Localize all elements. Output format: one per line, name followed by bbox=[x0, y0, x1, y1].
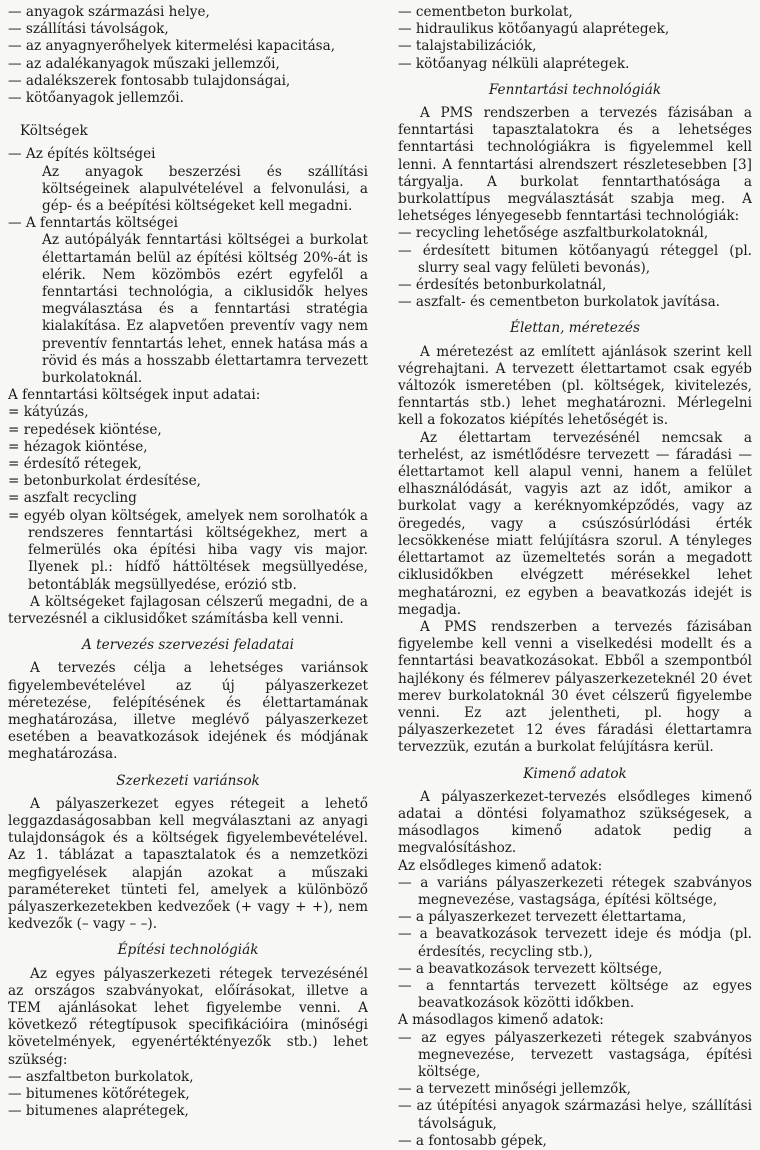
list-item: — adalékszerek fontosabb tulajdonságai, bbox=[8, 72, 291, 89]
list-item: — cementbeton burkolat, bbox=[398, 4, 573, 20]
org-text: A tervezés célja a lehetséges variánsok figyelembevételével az új pályaszerkezet méretezése, felépítésének és élettartamának meghatározása, illetve meglévő pályaszerkezet esetében a beavatkozások idejének és módjának meghatározása. bbox=[8, 660, 368, 763]
list-item: = betonburkolat érdesítése, bbox=[8, 473, 201, 490]
list-item: — aszfaltbeton burkolatok, bbox=[8, 1068, 194, 1085]
list-item: — a beavatkozások tervezett költsége, bbox=[398, 960, 663, 977]
intro-list bbox=[8, 4, 368, 107]
left-column bbox=[8, 4, 368, 1120]
build-cost-text: Az anyagok beszerzési és szállítási költségeinek alapulvételével a felvonulási, a gép- és a beépítési költségeket kell megadni. bbox=[42, 163, 368, 215]
list-item: — bitumenes alaprétegek, bbox=[8, 1103, 189, 1120]
output-heading: Kimenő adatok bbox=[523, 765, 627, 782]
list-item: — kötőanyagok jellemzői. bbox=[8, 90, 184, 107]
secondary-intro: A másodlagos kimenő adatok: bbox=[398, 1012, 604, 1029]
maint-tech-text: A PMS rendszerben a tervezés fázisában a fenntartási tapasztalatokra és a lehetséges fenntartási technológiákra is figyelemmel kell lenni. A fenntartási alrendszert részletesebben [3] tárgyalja. A burkolat fenntarthatósága a burkolattípus megválasztását szabja meg. A lehetséges lényegesebb fenntartási technológiák: bbox=[398, 105, 752, 225]
build-cost-title: — Az építés költségei bbox=[8, 146, 156, 163]
top-list bbox=[398, 4, 752, 73]
life-text-1: A méretezést az említett ajánlások szerint kell végrehajtani. A tervezett élettartamot csak egyéb változók ismeretében (pl. költségek, kivitelezés, fenntartás stb.) lehet meghatározni. Mérlegelni kell a fokozatos kiépítés lehetőségét is. bbox=[398, 343, 752, 429]
list-item: — anyagok származási helye, bbox=[8, 4, 210, 20]
variants-heading: Szerkezeti variánsok bbox=[116, 772, 260, 789]
construction-heading: Építési technológiák bbox=[117, 942, 259, 959]
life-text-2: Az élettartam tervezésénél nemcsak a terhelést, az ismétlődésre tervezett — fáradási — élettartamot kell alapul venni, hanem a felület elhasználódását, vagyis azt az időt, amikor a burkolat vagy a keréknyomképződés, vagy az öregedés, vagy a csúszósúrlódási érték lecsökkenése miatt felújításra szorul. A tényleges élettartamot az üzemeltetés során a megadott ciklusidőkben elvégzett mérésekkel lehet meghatározni, ez egyben a beavatkozás idejét is megadja. bbox=[398, 429, 752, 618]
list-item: = aszfalt recycling bbox=[8, 490, 137, 507]
list-item: — a variáns pályaszerkezeti rétegek szabványos megnevezése, vastagsága, építési költsége, bbox=[398, 874, 752, 908]
life-heading: Élettan, méretezés bbox=[510, 320, 640, 337]
list-item: — talajstabilizációk, bbox=[398, 38, 537, 55]
list-item: — a tervezett minőségi jellemzők, bbox=[398, 1081, 631, 1098]
maint-cost-text: Az autópályák fenntartási költségei a burkolat élettartamán belül az építési költség 20%-át is elérik. Nem közömbös ezért egyfelől a fenntartási technológia, a ciklusidők helyes megválasztása és a fenntartási stratégia kialakítása. Ez alapvetően preventív vagy nem preventív fenntartás lehet, ennek hatása más a rövid és más a hosszabb élettartamra tervezett burkolatoknál. bbox=[42, 232, 368, 387]
costs-closing: A költségeket fajlagosan célszerű megadni, de a tervezésnél a ciklusidőket számításba kell venni. bbox=[8, 593, 368, 627]
right-column bbox=[398, 4, 752, 1150]
construction-text: Az egyes pályaszerkezeti rétegek tervezésénél az országos szabványokat, előírásokat, illetve a TEM ajánlásokat lehet figyelembe venni. A következő rétegtípusok specifikációira (minőségi követelmények, egyenértéktényezők stb.) lehet szükség: bbox=[8, 965, 368, 1068]
list-item: — az adalékanyagok műszaki jellemzői, bbox=[8, 55, 280, 72]
list-item: — aszfalt- és cementbeton burkolatok javítása. bbox=[398, 294, 720, 311]
maint-tech-heading: Fenntartási technológiák bbox=[488, 81, 662, 98]
list-item: — kötőanyag nélküli alaprétegek. bbox=[398, 55, 630, 72]
list-item: — a beavatkozások tervezett ideje és módja (pl. érdesítés, recycling stb.), bbox=[398, 926, 752, 960]
construction-list bbox=[8, 1069, 368, 1121]
list-item: — a pályaszerkezet tervezett élettartama, bbox=[398, 909, 687, 926]
org-heading: A tervezés szervezési feladatai bbox=[82, 637, 294, 654]
list-item: — érdesítés betonburkolatnál, bbox=[398, 277, 607, 294]
primary-list bbox=[398, 875, 752, 1013]
list-item: — érdesített bitumen kötőanyagú réteggel (pl. slurry seal vagy felületi bevonás), bbox=[398, 242, 752, 276]
maint-cost-title: — A fenntartás költségei bbox=[8, 215, 178, 232]
list-item: — az anyagnyerőhelyek kitermelési kapacitása, bbox=[8, 38, 336, 55]
secondary-list bbox=[398, 1030, 752, 1150]
list-item: = kátyúzás, bbox=[8, 404, 89, 421]
list-item: = repedések kiöntése, bbox=[8, 421, 162, 438]
costs-heading: Költségek bbox=[20, 123, 88, 140]
list-item: — az egyes pályaszerkezeti rétegek szabványos megnevezése, tervezett vastagsága, építési költsége, bbox=[398, 1029, 752, 1080]
list-item: — az útépítési anyagok származási helye, szállítási távolságuk, bbox=[398, 1098, 752, 1132]
list-item: = hézagok kiöntése, bbox=[8, 438, 148, 455]
list-item: — hidraulikus kötőanyagú alaprétegek, bbox=[398, 21, 670, 38]
life-text-3: A PMS rendszerben a tervezés fázisában figyelembe kell venni a viselkedési modellt és a fenntartási beavatkozásokat. Ebből a szempontból hajlékony és félmerev pályaszerkezeteknél 20 évet merev burkolatoknál 30 évet célszerű figyelembe venni. Ez azt jelentheti, pl. hogy a pályaszerkezetet 12 éves fáradási élettartamra tervezzük, ezután a burkolat felújításra kerül. bbox=[398, 618, 752, 756]
list-item: — a fenntartás tervezett költsége az egyes beavatkozások közötti időkben. bbox=[398, 977, 752, 1012]
list-item: — bitumenes kötőrétegek, bbox=[8, 1085, 190, 1102]
input-intro: A fenntartási költségek input adatai: bbox=[8, 387, 261, 404]
maint-tech-list bbox=[398, 225, 752, 311]
list-item: = egyéb olyan költségek, amelyek nem sorolhatók a rendszeres fenntartási költségekhez, mert a felmerülés oka építési hiba vagy vis major. Ilyenek pl.: hídfő háttöltések megsüllyedése, betontáblák megsüllyedése, erózió stb. bbox=[8, 507, 368, 593]
list-item: — recycling lehetősége aszfaltburkolatoknál, bbox=[398, 225, 709, 242]
primary-intro: Az elsődleges kimenő adatok: bbox=[398, 857, 603, 874]
list-item: — szállítási távolságok, bbox=[8, 21, 169, 38]
list-item: = érdesítő rétegek, bbox=[8, 456, 142, 473]
list-item: — a fontosabb gépek, bbox=[398, 1132, 547, 1149]
input-list bbox=[8, 404, 368, 593]
output-text: A pályaszerkezet-tervezés elsődleges kimenő adatai a döntési folyamathoz szükségesek, a másodlagos kimenő adatok pedig a megvalósításhoz. bbox=[398, 788, 752, 857]
variants-text: A pályaszerkezet egyes rétegeit a lehető leggazdaságosabban kell megválasztani az anyagi tulajdonságok és a költségek figyelembevételével. Az 1. táblázat a tapasztalatok és a nemzetközi megfigyelések alapján azokat a műszaki paramétereket tünteti fel, amelyek a különböző pályaszerkezetekben kedvezőek (+ vagy + +), nem kedvezők (– vagy – –). bbox=[8, 795, 368, 933]
